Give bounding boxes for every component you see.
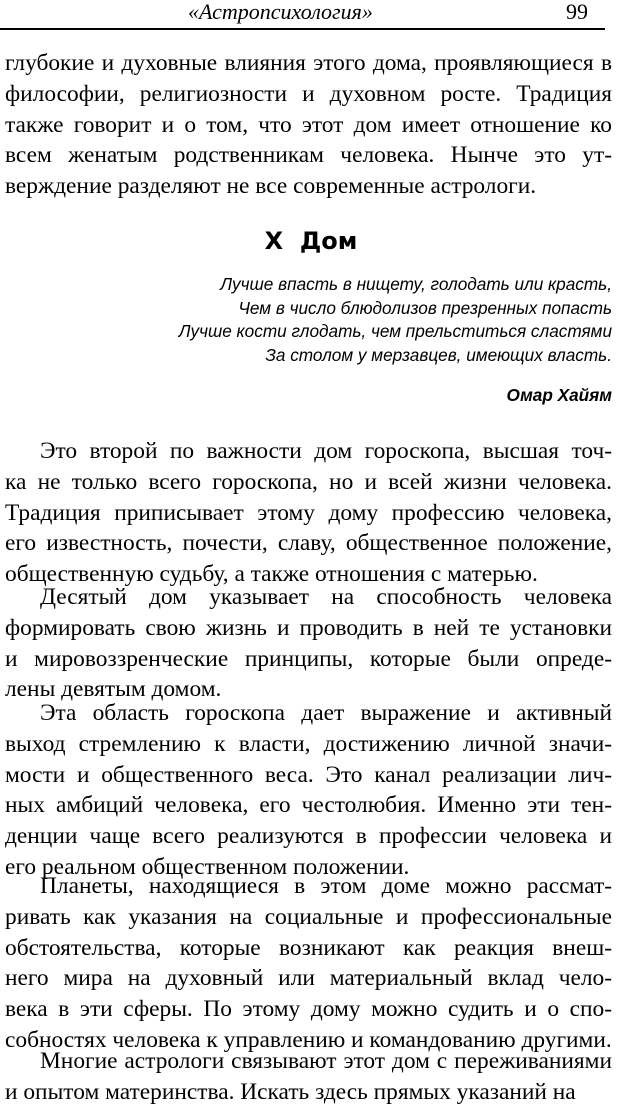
text-line: денции чаще всего реализуются в профессии человека и: [5, 823, 612, 850]
text-line: общественную судьбу, а также отношения с матерью.: [5, 561, 538, 588]
text-line: Эта область гороскопа дает выражение и активный: [40, 700, 612, 726]
text-line: Многие астрологи связывают этот дом с переживаниями: [40, 1048, 612, 1074]
text-line: века в эти сферы. По этому дому можно судить и о спо-: [5, 996, 612, 1023]
paragraph-continued: [5, 48, 612, 202]
text-line: обстоятельства, которые возникают как реакция внеш-: [5, 934, 612, 961]
paragraph-5: [5, 1046, 612, 1108]
epigraph-author: Омар Хайям: [506, 385, 612, 405]
text-line: философии, религиозности и духовном росте. Традиция: [5, 80, 612, 107]
running-title: «Астропсихология»: [188, 0, 373, 24]
text-line: и мировоззренческие принципы, которые были опреде-: [5, 645, 612, 672]
epigraph-line: Лучше впасть в нищету, голодать или красть,: [220, 274, 612, 294]
text-line: мости и общественного веса. Это канал реализации лич-: [5, 761, 612, 788]
text-line: ка не только всего гороскопа, но и всей жизни человека.: [5, 468, 612, 495]
running-header: [0, 0, 605, 30]
epigraph: [100, 273, 612, 367]
text-line: его известность, почести, славу, общественное положение,: [5, 530, 612, 557]
text-line: и опытом материнства. Искать здесь прямых указаний на: [5, 1078, 576, 1105]
text-line: Планеты, находящиеся в этом доме можно рассмат-: [40, 873, 612, 899]
paragraph-1: [5, 436, 612, 590]
paragraph-3: [5, 698, 612, 883]
paragraph-2: [5, 582, 612, 705]
text-line: формировать свою жизнь и проводить в ней те установки: [5, 614, 612, 641]
text-line: всем женатым родственникам человека. Нынче это ут-: [5, 142, 612, 169]
text-line: ривать как указания на социальные и профессиональные: [5, 903, 612, 930]
text-line: него мира на духовный или материальный вклад чело-: [5, 965, 612, 992]
text-line: Традиция приписывает этому дому профессию человека,: [5, 499, 612, 526]
text-line: верждение разделяют не все современные астрологи.: [5, 173, 537, 200]
text-line: Это второй по важности дом гороскопа, высшая точ-: [40, 438, 612, 464]
text-line: ных амбиций человека, его честолюбия. Именно эти тен-: [5, 792, 612, 819]
text-line: его реальном общественном положении.: [5, 853, 410, 880]
page-number: 99: [566, 0, 588, 24]
text-line: также говорит и о том, что этот дом имеет отношение ко: [5, 111, 612, 138]
epigraph-line: Чем в число блюдолизов презренных попасть: [238, 297, 612, 318]
text-line: лены девятым домом.: [5, 676, 222, 703]
epigraph-line: Лучше кости глодать, чем прельститься сластями: [178, 321, 612, 342]
text-line: глубокие и духовные влияния этого дома, проявляющиеся в: [5, 50, 612, 76]
text-line: Десятый дом указывает на способность человека: [40, 584, 612, 610]
section-heading: X Дом: [264, 227, 358, 255]
epigraph-line: За столом у мерзавцев, имеющих власть.: [265, 344, 612, 365]
text-line: выход стремлению к власти, достижению личной значи-: [5, 730, 612, 757]
text-line: собностях человека к управлению и командованию другими.: [5, 1026, 612, 1053]
paragraph-4: [5, 871, 612, 1056]
